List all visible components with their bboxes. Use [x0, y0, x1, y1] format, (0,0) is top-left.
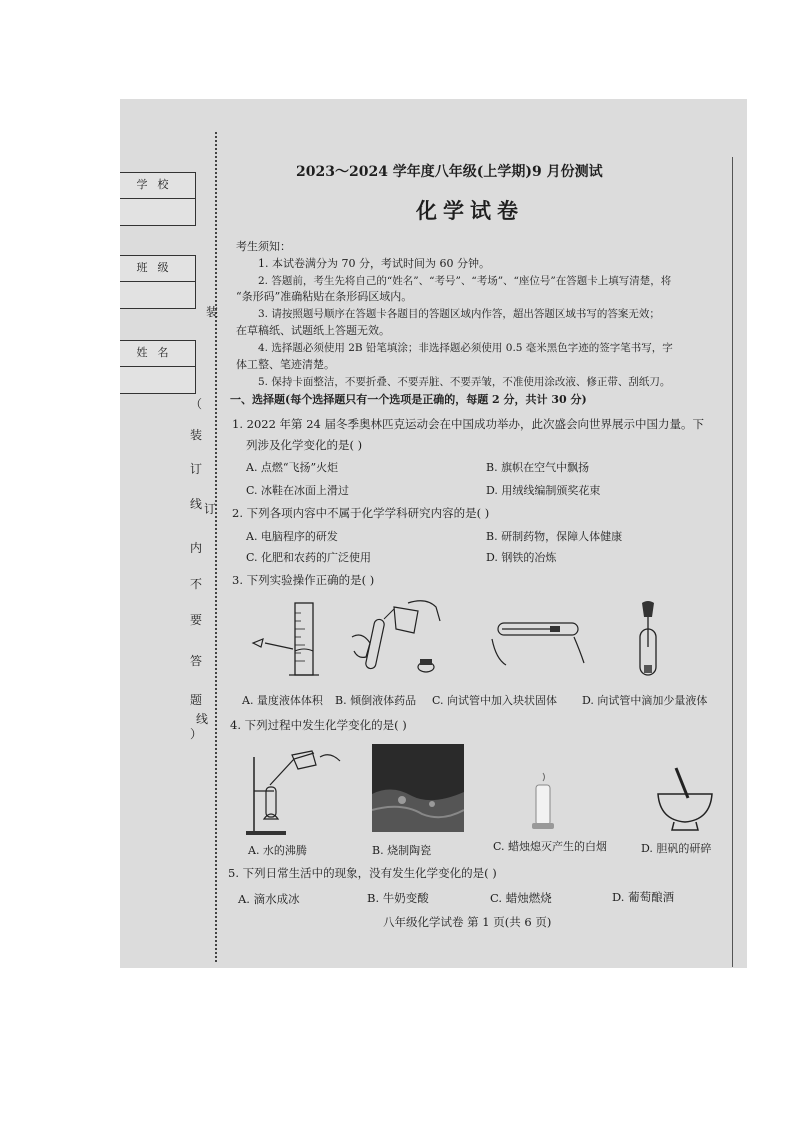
exam-subtitle: 2023～2024 学年度八年级(上学期)9 月份测试 [296, 164, 603, 180]
option-a[interactable]: A. 量度液体体积 [242, 694, 323, 707]
dropper-figure [628, 599, 668, 684]
option-a[interactable]: A. 点燃“飞扬”火炬 [246, 461, 339, 474]
section-heading: 一、选择题(每个选择题只有一个选项是正确的，每题 2 分，共计 30 分) [230, 393, 587, 406]
test-tube-solid-figure [488, 609, 588, 669]
notice-char: 答 [190, 654, 203, 668]
notice-char: 订 [190, 462, 203, 476]
name-field[interactable] [120, 366, 196, 394]
zhuang-mark: 装 [206, 305, 219, 319]
question-stem: 2. 下列各项内容中不属于化学学科研究内容的是( ) [232, 506, 490, 520]
pottery-kiln-photo [372, 744, 464, 832]
notice-char: ） [190, 727, 203, 741]
xian-mark: 线 [196, 712, 209, 726]
option-c[interactable]: C. 蜡烛燃烧 [490, 891, 552, 905]
notice-line: 在草稿纸、试题纸上答题无效。 [236, 324, 390, 337]
option-c[interactable]: C. 冰鞋在冰面上滑过 [246, 484, 350, 497]
option-a[interactable]: A. 水的沸腾 [248, 844, 307, 857]
option-b[interactable]: B. 烧制陶瓷 [372, 844, 432, 857]
school-field[interactable] [120, 198, 196, 226]
exam-title: 化学试卷 [416, 198, 524, 223]
notice-heading: 考生须知： [236, 240, 291, 253]
pouring-liquid-figure [348, 597, 443, 682]
page-footer: 八年级化学试卷 第 1 页(共 6 页) [383, 915, 552, 929]
right-margin-line [732, 157, 733, 967]
mortar-pestle-figure [652, 764, 718, 834]
graduated-cylinder-figure [245, 599, 325, 679]
option-d[interactable]: D. 胆矾的研碎 [641, 842, 712, 855]
notice-char: 装 [190, 428, 203, 442]
notice-char: 不 [190, 577, 203, 591]
option-c[interactable]: C. 化肥和农药的广泛使用 [246, 551, 372, 564]
class-label: 班级 [136, 261, 179, 274]
option-b[interactable]: B. 旗帜在空气中飘扬 [486, 461, 590, 474]
notice-line: 3. 请按照题号顺序在答题卡各题目的答题区域内作答，超出答题区域书写的答案无效； [258, 308, 660, 320]
notice-line: 5. 保持卡面整洁，不要折叠、不要弄脏、不要弄皱，不准使用涂改液、修正带、刮纸刀。 [258, 376, 671, 388]
notice-line: 体工整、笔迹清楚。 [236, 358, 335, 371]
notice-char: 线 [190, 497, 203, 511]
question-stem: 5. 下列日常生活中的现象，没有发生化学变化的是( ) [228, 866, 497, 880]
option-d[interactable]: D. 用绒线编制颁奖花束 [486, 484, 601, 497]
question-stem: 3. 下列实验操作正确的是( ) [232, 573, 375, 587]
school-label: 学校 [136, 178, 179, 191]
option-a[interactable]: A. 电脑程序的研发 [246, 530, 338, 543]
option-b[interactable]: B. 倾倒液体药品 [335, 694, 417, 707]
option-d[interactable]: D. 钢铁的冶炼 [486, 551, 557, 564]
question-stem: 1. 2022 年第 24 届冬季奥林匹克运动会在中国成功举办，此次盛会向世界展示中国力量。下 [232, 417, 704, 431]
notice-char: 要 [190, 613, 203, 627]
notice-line: 1. 本试卷满分为 70 分，考试时间为 60 分钟。 [258, 257, 490, 270]
option-d[interactable]: D. 葡萄酿酒 [612, 890, 675, 904]
option-d[interactable]: D. 向试管中滴加少量液体 [582, 694, 708, 707]
question-stem: 4. 下列过程中发生化学变化的是( ) [230, 718, 407, 732]
option-c[interactable]: C. 向试管中加入块状固体 [432, 694, 558, 707]
option-b[interactable]: B. 牛奶变酸 [367, 891, 429, 905]
notice-line: “条形码”准确粘贴在条形码区域内。 [236, 290, 413, 303]
boiling-water-figure [240, 747, 350, 839]
option-a[interactable]: A. 滴水成冰 [238, 892, 300, 906]
name-label: 姓名 [136, 346, 179, 359]
notice-char: 题 [190, 693, 203, 707]
notice-line: 2. 答题前，考生先将自己的“姓名”、“考号”、“考场”、“座位号”在答题卡上填写清楚，将 [258, 275, 672, 287]
exam-page [120, 99, 747, 968]
candle-figure [528, 771, 558, 833]
ding-mark: 订 [204, 502, 217, 516]
binding-dotted-line [215, 132, 217, 962]
option-b[interactable]: B. 研制药物，保障人体健康 [486, 530, 623, 543]
notice-line: 4. 选择题必须使用 2B 铅笔填涂；非选择题必须使用 0.5 毫米黑色字迹的签字笔书写，字 [258, 342, 673, 354]
class-field[interactable] [120, 281, 196, 309]
notice-char: 内 [190, 541, 203, 555]
notice-char: （ [190, 397, 203, 411]
question-stem: 列涉及化学变化的是( ) [246, 438, 363, 452]
option-c[interactable]: C. 蜡烛熄灭产生的白烟 [493, 840, 608, 853]
